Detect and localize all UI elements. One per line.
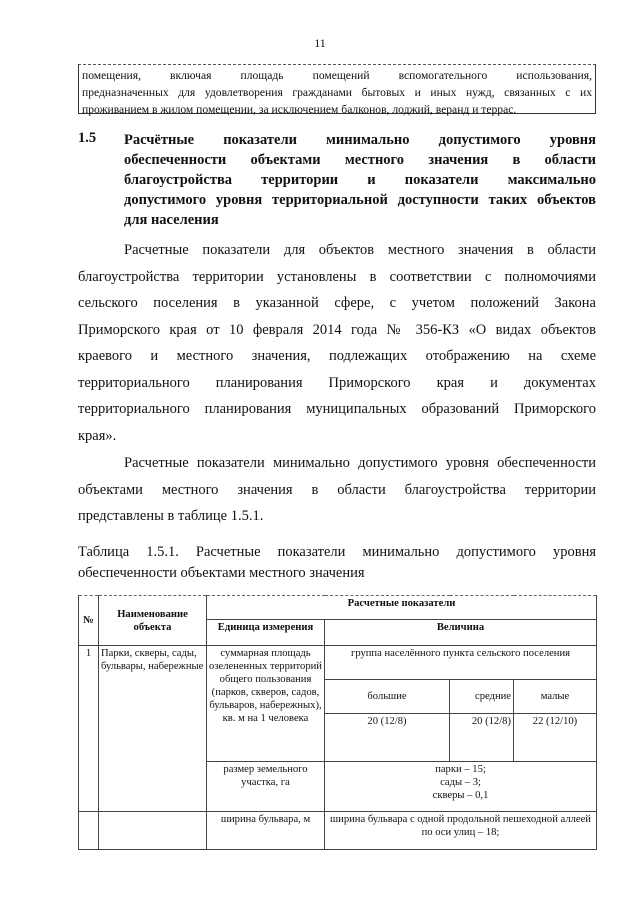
- text-line: Расчетные показатели минимально допустимого уровня обеспеченности: [124, 455, 596, 471]
- indicators-table: [78, 595, 597, 850]
- paragraph-table-reference: [78, 450, 596, 530]
- value-medium: 20 (12/8): [450, 714, 514, 762]
- table-caption: [78, 542, 596, 584]
- plot-value-line: парки – 15;: [435, 764, 486, 775]
- section-title: [124, 130, 596, 230]
- header-unit: Единица измерения: [207, 620, 325, 646]
- text-line: Расчетные показатели для объектов местного значения в области: [124, 242, 596, 258]
- boulevard-width-unit: ширина бульвара, м: [207, 812, 325, 850]
- value-small: 22 (12/10): [514, 714, 597, 762]
- text-line: территориального планирования Приморского края и документах: [78, 374, 596, 391]
- empty-cell: [79, 812, 99, 850]
- row-object-name: Парки, скверы, сады, бульвары, набережные: [99, 646, 207, 812]
- size-medium: средние: [450, 680, 514, 714]
- section-title-line: обеспеченности объектами местного значения в области: [124, 152, 596, 168]
- page-number: 11: [314, 36, 326, 50]
- header-value: Величина: [325, 620, 597, 646]
- text-line: Приморского края от 10 февраля 2014 года № 356-КЗ «О видах объектов: [78, 321, 596, 338]
- row-number: 1: [79, 646, 99, 812]
- text-line: краевого и местного значения, подлежащих отображению на схеме: [78, 348, 596, 364]
- plot-size-values: [325, 762, 597, 812]
- text-line: помещения, включая площадь помещений вспомогательного использования,: [82, 69, 592, 82]
- text-line: сельского поселения в указанной сфере, с учетом положений Закона: [78, 295, 596, 311]
- caption-line: Таблица 1.5.1. Расчетные показатели минимально допустимого уровня: [78, 544, 596, 560]
- section-title-line: для населения: [124, 212, 219, 228]
- section-title-line: Расчётные показатели минимально допустимого уровня: [124, 132, 596, 148]
- settlement-group-label: группа населённого пункта сельского поселения: [325, 646, 597, 680]
- value-large: 20 (12/8): [325, 714, 450, 762]
- boulevard-width-value: ширина бульвара с одной продольной пешеходной аллеей по оси улиц – 18;: [325, 812, 597, 850]
- size-small: малые: [514, 680, 597, 714]
- text-line: края».: [78, 427, 117, 444]
- text-line: представлены в таблице 1.5.1.: [78, 508, 264, 524]
- area-unit-cell: суммарная площадь озелененных территорий общего пользования (парков, скверов, садов, бульваров, набережных), кв. м на 1 человека: [207, 646, 325, 762]
- section-title-line: благоустройства территории и показатели максимально: [124, 172, 596, 188]
- text-line: благоустройства территории установлены в соответствии с полномочиями: [78, 268, 596, 285]
- section-title-line: допустимого уровня территориальной доступности таких объектов: [124, 192, 596, 208]
- text-line: предназначенных для удовлетворения гражданами бытовых и иных нужд, связанных с их: [82, 86, 592, 99]
- text-line: объектами местного значения в области благоустройства территории: [78, 481, 596, 498]
- header-object-name: Наименование объекта: [99, 596, 207, 646]
- header-number: №: [79, 596, 99, 646]
- section-number: 1.5: [78, 130, 97, 146]
- continuation-text-box: [78, 64, 596, 114]
- plot-value-line: скверы – 0,1: [432, 790, 489, 801]
- caption-line: обеспеченности объектами местного значения: [78, 565, 365, 581]
- empty-cell: [99, 812, 207, 850]
- text-line: территориального планирования муниципальных образований Приморского: [78, 401, 596, 417]
- plot-value-line: сады – 3;: [440, 777, 481, 788]
- paragraph-legal-basis: [78, 237, 596, 449]
- header-indicators: Расчетные показатели: [207, 596, 597, 620]
- plot-size-unit: размер земельного участка, га: [207, 762, 325, 812]
- size-large: большие: [325, 680, 450, 714]
- text-line: проживанием в жилом помещении, за исключением балконов, лоджий, веранд и террас.: [82, 103, 517, 116]
